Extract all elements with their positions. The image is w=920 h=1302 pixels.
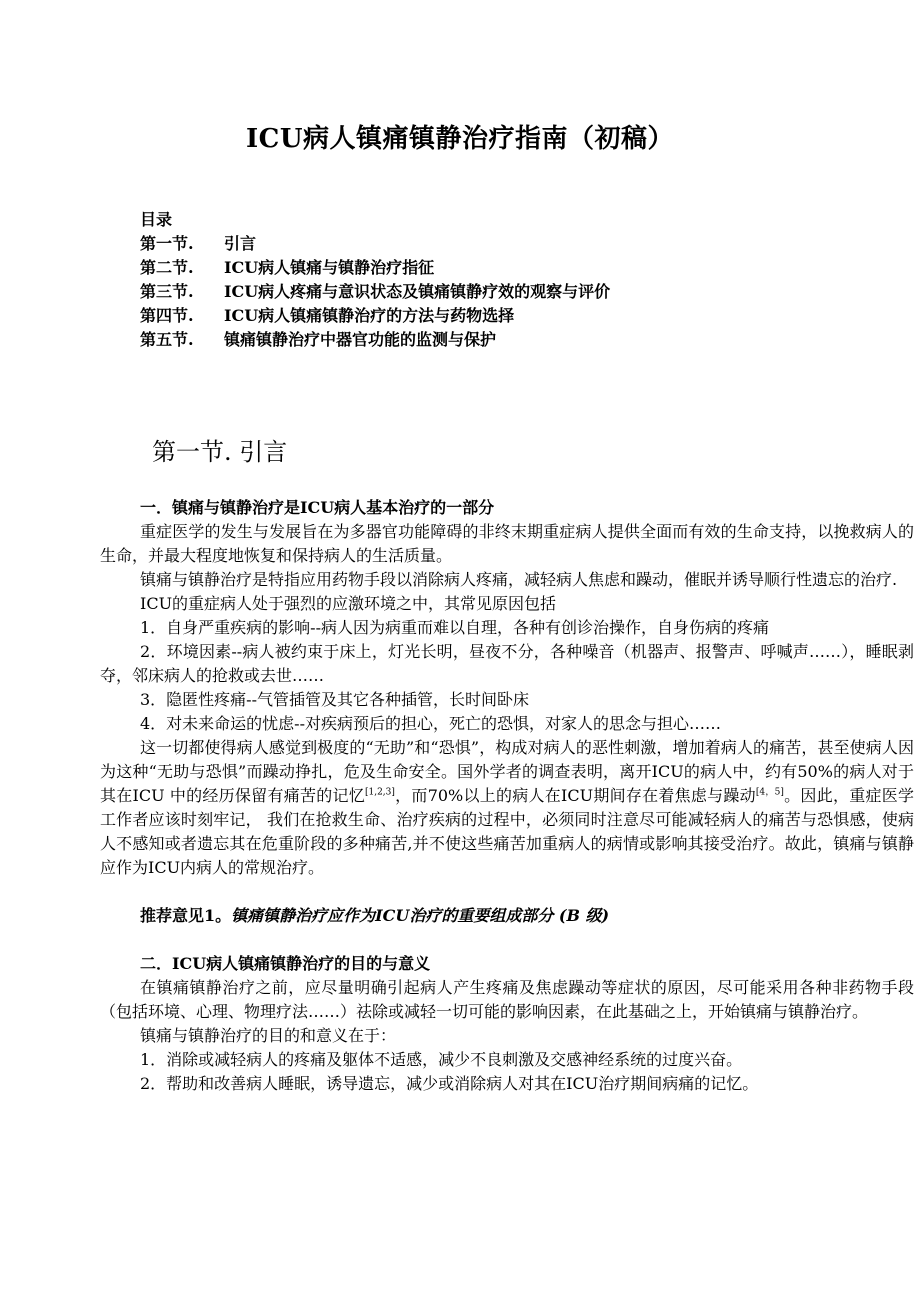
- toc-item-number: 第二节.: [140, 258, 194, 277]
- paragraph-text: 这一切都使得病人感觉到极度的“无助”和“恐惧”，构成对病人的恶性刺激，增加着病人的痛苦，甚至使病人因为这种“无助与恐惧”而躁动挣扎，危及生命安全。国外学者的调查表明，离开ICU的病人中，约有50%的病人对于其在ICU 中的经历保留有痛苦的记忆: [100, 738, 914, 805]
- subsection-heading: 二．ICU病人镇痛镇静治疗的目的与意义: [140, 954, 431, 973]
- toc-item-label: ICU病人镇痛镇静治疗的方法与药物选择: [224, 306, 515, 325]
- spacer: [100, 880, 914, 904]
- toc-heading: 目录: [140, 210, 173, 229]
- paragraph: 镇痛与镇静治疗是特指应用药物手段以消除病人疼痛，减轻病人焦虑和躁动，催眠并诱导顺行性遗忘的治疗.: [140, 570, 898, 589]
- toc-item: [140, 280, 840, 304]
- list-item: 2．帮助和改善病人睡眠，诱导遗忘，减少或消除病人对其在ICU治疗期间病痛的记忆。: [140, 1074, 759, 1093]
- section-body: [100, 496, 914, 1096]
- toc-item-number: 第五节.: [140, 330, 194, 349]
- citation-reference: [4，5]: [755, 787, 784, 798]
- toc-item-label: ICU病人疼痛与意识状态及镇痛镇静疗效的观察与评价: [224, 282, 611, 301]
- toc-item: [140, 328, 840, 352]
- paragraph: [100, 736, 914, 880]
- table-of-contents: [140, 208, 840, 352]
- recommendation-text: 镇痛镇静治疗应作为ICU治疗的重要组成部分 (B 级): [231, 906, 610, 925]
- paragraph-text: 。因此，重症医学工作者应该时刻牢记， 我们在抢救生命、治疗疾病的过程中，必须同时注意尽可能减轻病人的痛苦与恐惧感，使病人不感知或者遗忘其在危重阶段的多种痛苦,并不使这些痛苦加重病人的病情或影响其接受治疗。故此，镇痛与镇静应作为ICU内病人的常规治疗。: [100, 786, 914, 877]
- section-title: 第一节. 引言: [152, 438, 288, 466]
- paragraph: 镇痛与镇静治疗的目的和意义在于：: [140, 1026, 397, 1045]
- toc-item-label: ICU病人镇痛与镇静治疗指征: [224, 258, 435, 277]
- list-item: 3．隐匿性疼痛--气管插管及其它各种插管，长时间卧床: [140, 690, 529, 709]
- toc-item-label: 引言: [224, 234, 257, 253]
- paragraph: ICU的重症病人处于强烈的应激环境之中，其常见原因包括: [140, 594, 557, 613]
- paragraph-text: ，而70%以上的病人在ICU期间存在着焦虑与躁动: [394, 786, 756, 805]
- document-title: ICU病人镇痛镇静治疗指南（初稿）: [245, 124, 675, 154]
- spacer: [100, 928, 914, 952]
- list-item: 1．自身严重疾病的影响--病人因为病重而难以自理，各种有创诊治操作，自身伤病的疼痛: [140, 618, 769, 637]
- toc-item: [140, 256, 840, 280]
- toc-item-label: 镇痛镇静治疗中器官功能的监测与保护: [224, 330, 497, 349]
- toc-item: [140, 232, 840, 256]
- toc-item-number: 第三节.: [140, 282, 194, 301]
- subsection-heading: 一．镇痛与镇静治疗是ICU病人基本治疗的一部分: [140, 498, 495, 517]
- list-item: 4．对未来命运的忧虑--对疾病预后的担心，死亡的恐惧，对家人的思念与担心……: [140, 714, 721, 733]
- recommendation-label: 推荐意见1。: [140, 906, 232, 925]
- toc-item-number: 第一节.: [140, 234, 194, 253]
- toc-item-number: 第四节.: [140, 306, 194, 325]
- paragraph: 在镇痛镇静治疗之前，应尽量明确引起病人产生疼痛及焦虑躁动等症状的原因，尽可能采用各种非药物手段（包括环境、心理、物理疗法……）祛除或减轻一切可能的影响因素，在此基础之上，开始镇痛与镇静治疗。: [100, 978, 914, 1021]
- list-item: 1．消除或减轻病人的疼痛及躯体不适感，减少不良刺激及交感神经系统的过度兴奋。: [140, 1050, 743, 1069]
- citation-reference: [1,2,3]: [364, 787, 395, 798]
- recommendation: [100, 904, 914, 928]
- toc-item: [140, 304, 840, 328]
- paragraph: 重症医学的发生与发展旨在为多器官功能障碍的非终末期重症病人提供全面而有效的生命支持，以挽救病人的生命，并最大程度地恢复和保持病人的生活质量。: [100, 522, 914, 565]
- list-item: 2．环境因素--病人被约束于床上，灯光长明，昼夜不分，各种噪音（机器声、报警声、呼喊声……），睡眠剥夺，邻床病人的抢救或去世……: [100, 642, 914, 685]
